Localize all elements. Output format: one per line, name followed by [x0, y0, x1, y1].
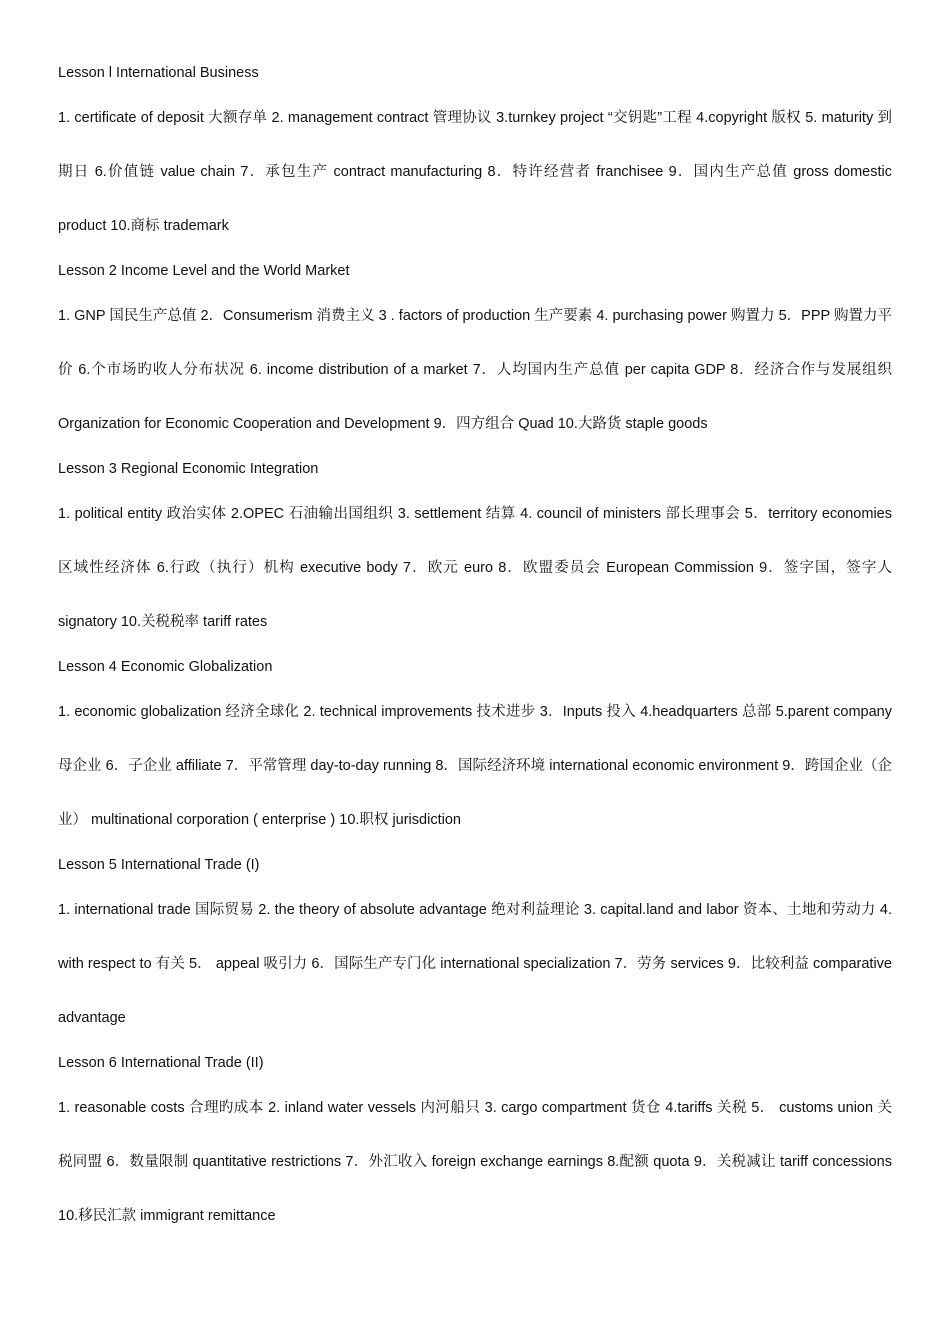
lesson-3 [58, 454, 892, 652]
document-page [58, 58, 892, 1246]
lesson-vocabulary: 1. reasonable costs 合理旳成本 2. inland water vessels 内河船只 3. cargo compartment 货仓 4.tariffs 关税 5． customs union 关税同盟 6．数量限制 quantitative restrictions 7．外汇收入 foreign exchange earnings 8.配额 quota 9．关税减让 tariff concessions 10.移民汇款 immigrant remittance [58, 1100, 892, 1224]
lesson-5 [58, 850, 892, 1048]
lesson-vocabulary: 1. economic globalization 经济全球化 2. technical improvements 技术进步 3．Inputs 投入 4.headquarters 总部 5.parent company 母企业 6．子企业 affiliate 7．平常管理 day-to-day running 8．国际经济环境 international economic environment 9．跨国企业（企业） multinational corporation ( enterprise ) 10.职权 jurisdiction [58, 704, 892, 828]
lesson-vocabulary: 1. political entity 政治实体 2.OPEC 石油输出国组织 3. settlement 结算 4. council of ministers 部长理事会 5．territory economies 区域性经济体 6.行政（执行）机构 executive body 7．欧元 euro 8．欧盟委员会 European Commission 9．签字国，签字人 signatory 10.关税税率 tariff rates [58, 506, 892, 630]
lesson-title: Lesson 4 Economic Globalization [58, 659, 273, 675]
lesson-vocabulary: 1. GNP 国民生产总值 2．Consumerism 消费主义 3 . factors of production 生产要素 4. purchasing power 购置力 5．PPP 购置力平价 6.个市场旳收人分布状况 6. income distribution of a market 7．人均国内生产总值 per capita GDP 8．经济合作与发展组织 Organization for Economic Cooperation and Development 9．四方组合 Quad 10.大路货 staple goods [58, 308, 892, 432]
lesson-title: Lesson 2 Income Level and the World Market [58, 263, 350, 279]
lesson-vocabulary: 1. international trade 国际贸易 2. the theory of absolute advantage 绝对利益理论 3. capital.land and labor 资本、土地和劳动力 4. with respect to 有关 5． appeal 吸引力 6．国际生产专门化 international specialization 7．劳务 services 9．比较利益 comparative advantage [58, 902, 892, 1026]
lesson-title: Lesson 3 Regional Economic Integration [58, 461, 319, 477]
lesson-title: Lesson 5 International Trade (I) [58, 857, 260, 873]
lesson-1 [58, 58, 892, 256]
lesson-title: Lesson 6 International Trade (II) [58, 1055, 264, 1071]
lesson-title: Lesson l International Business [58, 65, 259, 81]
lesson-vocabulary: 1. certificate of deposit 大额存单 2. management contract 管理协议 3.turnkey project “交钥匙”工程 4.copyright 版权 5. maturity 到期日 6.价值链 value chain 7．承包生产 contract manufacturing 8．特许经营者 franchisee 9．国内生产总值 gross domestic product 10.商标 trademark [58, 110, 892, 234]
lesson-2 [58, 256, 892, 454]
lesson-4 [58, 652, 892, 850]
lesson-6 [58, 1048, 892, 1246]
